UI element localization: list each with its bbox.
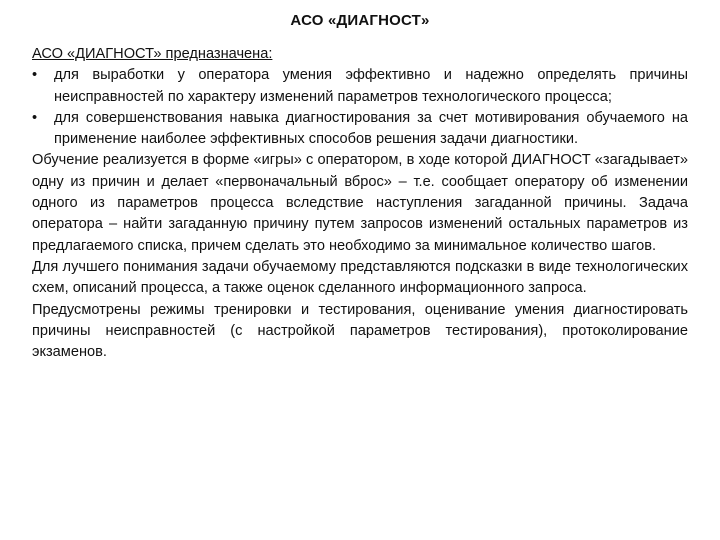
paragraph-modes: Предусмотрены режимы тренировки и тестирования, оценивание умения диагностировать причины неисправностей (с настройкой параметров тестирования), протоколирование экзаменов. [32, 301, 688, 361]
list-item [32, 65, 688, 108]
list-item [32, 108, 688, 151]
bullet-icon: • [32, 109, 38, 126]
purpose-list [32, 65, 688, 150]
list-item-text: для совершенствования навыка диагностирования за счет мотивирования обучаемого на применение наиболее эффективных способов решения задачи диагностики. [54, 109, 688, 148]
section-subheading: АСО «ДИАГНОСТ» предназначена: [32, 46, 273, 62]
list-item-text: для выработки у оператора умения эффективно и надежно определять причины неисправностей по характеру изменений параметров технологического процесса; [54, 67, 688, 105]
page-title: АСО «ДИАГНОСТ» [290, 12, 430, 29]
bullet-icon: • [32, 67, 38, 84]
slide-body [32, 44, 688, 363]
paragraph-training-game: Обучение реализуется в форме «игры» с оператором, в ходе которой ДИАГНОСТ «загадывает» одну из причин и делает «первоначальный вброс» – т.е. сообщает оператору об изменении одного из параметров процесса вследствие наступления загаданной причины. Задача оператора – найти загаданную причину путем запросов изменений остальных параметров из предлагаемого списка, причем сделать это необходимо за минимальное количество шагов. [32, 152, 688, 254]
paragraph-hints: Для лучшего понимания задачи обучаемому представляются подсказки в виде технологических схем, описаний процесса, а также оценок сделанного информационного запроса. [32, 258, 688, 297]
